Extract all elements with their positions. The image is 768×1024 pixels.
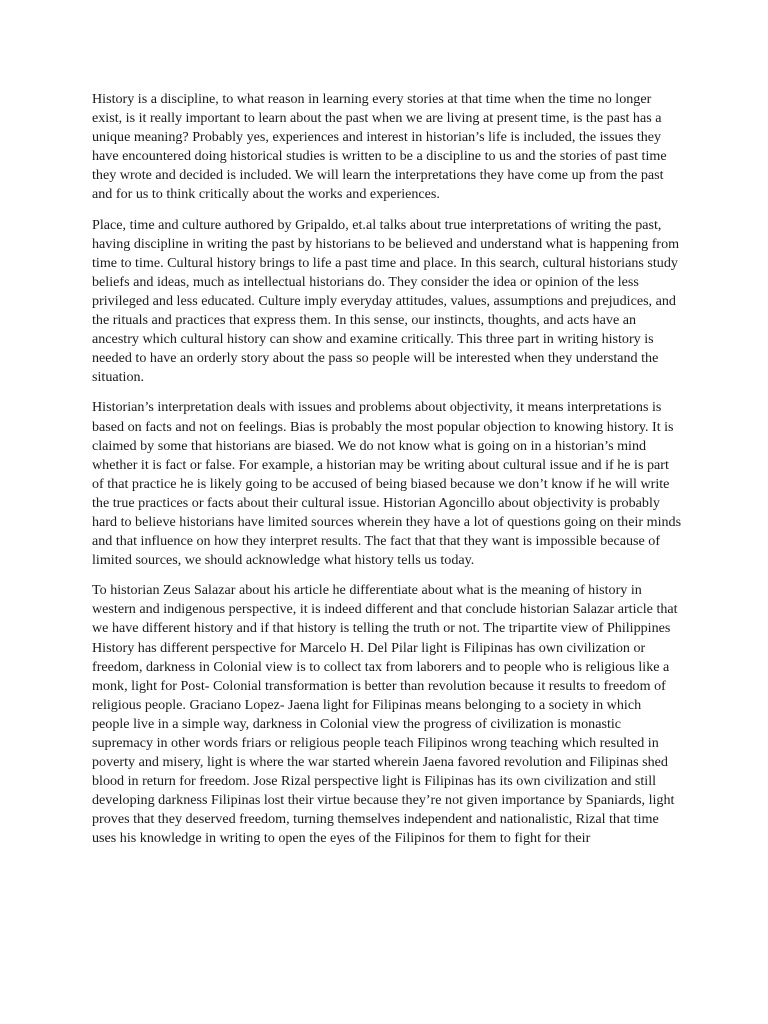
- paragraph-4: To historian Zeus Salazar about his article he differentiate about what is the meaning of history in western and indigenous perspective, it is indeed different and that conclude historian Salazar article that we have different history and if that history is telling the truth or not. The tripartite view of Philippines History has different perspective for Marcelo H. Del Pilar light is Filipinas has own civilization or freedom, darkness in Colonial view is to collect tax from laborers and to people who is religious like a monk, light for Post- Colonial transformation is better than revolution because it results to freedom of religious people. Graciano Lopez- Jaena light for Filipinas means belonging to a society in which people live in a simple way, darkness in Colonial view the progress of civilization is monastic supremacy in other words friars or religious people teach Filipinos wrong teaching which resulted in poverty and misery, light is where the war started wherein Jaena favored revolution and Filipinas shed blood in return for freedom. Jose Rizal perspective light is Filipinas has its own civilization and still developing darkness Filipinas lost their virtue because they’re not given importance by Spaniards, light proves that they deserved freedom, turning themselves independent and nationalistic, Rizal that time uses his knowledge in writing to open the eyes of the Filipinos for them to fight for their: [92, 582, 678, 847]
- paragraph-2: Place, time and culture authored by Gripaldo, et.al talks about true interpretations of writing the past, having discipline in writing the past by historians to be believed and understand what is happening from time to time. Cultural history brings to life a past time and place. In this search, cultural historians study beliefs and ideas, much as intellectual historians do. They consider the idea or opinion of the less privileged and less educated. Culture imply everyday attitudes, values, assumptions and prejudices, and the rituals and practices that express them. In this sense, our instincts, thoughts, and acts have an ancestry which cultural history can show and examine critically. This three part in writing history is needed to have an orderly story about the pass so people will be interested when they understand the situation.: [92, 216, 680, 386]
- paragraph-1: History is a discipline, to what reason in learning every stories at that time when the time no longer exist, is it really important to learn about the past when we are living at present time, is the past has a unique meaning? Probably yes, experiences and interest in historian’s life is included, the issues they have encountered doing historical studies is written to be a discipline to us and the stories of past time they wrote and decided is included. We will learn the interpretations they have come up from the past and for us to think critically about the works and experiences.: [92, 91, 667, 203]
- document-body: [92, 90, 682, 860]
- paragraph-3: Historian’s interpretation deals with issues and problems about objectivity, it means interpretations is based on facts and not on feelings. Bias is probably the most popular objection to knowing history. It is claimed by some that historians are biased. We do not know what is going on in a historian’s mind whether it is fact or false. For example, a historian may be writing about cultural issue and if he is part of that practice he is likely going to be accused of being biased because we don’t know if he will write the true practices or facts about their cultural issue. Historian Agoncillo about objectivity is probably hard to believe historians have limited sources wherein they have a lot of questions going on their minds and that influence on how they interpret results. The fact that that they want is impossible because of limited sources, we should acknowledge what history tells us today.: [92, 399, 682, 569]
